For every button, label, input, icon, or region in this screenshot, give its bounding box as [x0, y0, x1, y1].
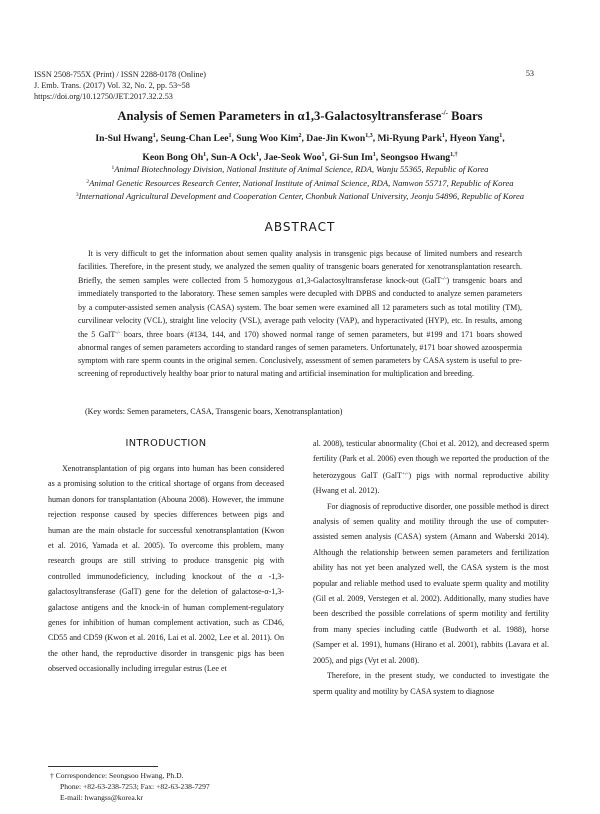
title-main: Analysis of Semen Parameters in α1,3-Galactosyltransferase [117, 109, 442, 123]
intro-paragraph-3: Therefore, in the present study, we conducted to investigate the sperm quality and motility by CASA system to diagnose [313, 671, 549, 696]
author: Mi-Ryung Park$^1$ [377, 133, 445, 144]
title-tail: Boars [447, 109, 483, 123]
affiliations [60, 162, 540, 203]
issn: ISSN 2508-755X (Print) / ISSN 2288-0178 (Online) [34, 70, 206, 79]
affiliation-3: $^3$International Agricultural Development and Cooperation Center, Chonbuk National University, Jeonju 54896, Republic of Korea [75, 191, 525, 201]
author: Seongsoo Hwang$^{1,\dagger}$ [380, 152, 458, 163]
author: In-Sul Hwang$^1$ [95, 133, 156, 144]
author: Seung-Chan Lee$^1$ [160, 133, 232, 144]
author-line-2: Keon Bong Oh$^1$, Sun-A Ock$^1$, Jae-Seok Woo$^1$, Gi-Sun Im$^1$, Seongsoo Hwang$^{1,\dagger}$ [142, 152, 458, 163]
keywords: (Key words: Semen parameters, CASA, Transgenic boars, Xenotransplantation) [85, 407, 343, 416]
title-sup: -/- [441, 109, 448, 117]
intro-paragraph-continued: al. 2008), testicular abnormality (Choi et al. 2012), and decreased sperm fertility (Park et al. 2006) even though we reported the production of the heterozygous GalT (GalT+/-) pigs with normal reproductive ability (Hwang et al. 2012). [313, 439, 549, 496]
journal-meta [34, 69, 206, 102]
journal-citation: J. Emb. Trans. (2017) Vol. 32, No. 2, pp. 53~58 [34, 81, 190, 90]
author: Gi-Sun Im$^1$ [329, 152, 376, 163]
abstract-heading: ABSTRACT [264, 220, 336, 234]
right-column [313, 436, 549, 699]
correspondence: † Correspondence: Seongsoo Hwang, Ph.D. [50, 771, 184, 780]
correspondence-footnote [50, 770, 210, 803]
affiliation-1: $^1$Animal Biotechnology Division, National Institute of Animal Science, RDA, Wanju 55365, Republic of Korea [111, 164, 489, 174]
author: Hyeon Yang$^1$ [449, 133, 503, 144]
intro-paragraph-1: Xenotransplantation of pig organs into human has been considered as a promising solution to the critical shortage of organs from deceased human donors for transplantation (Abouna 2008). However, the immune rejection response caused by species differences between pigs and human are the main obstacle for successful xenotransplantation (Kwon et al. 2016, Yamada et al. 2005). To overcome this problem, many research groups are still striving to produce transgenic pig with controlled immunodeficiency, including knockout of the α -1,3-galactosyltransferase (GalT) gene for the deletion of galactose-α-1,3-galactose antigens and the knock-in of human complement-regulatory genes for inhibition of human complement activation, such as CD46, CD55 and CD59 (Kwon et al. 2016, Lai et al. 2002, Lee et al. 2011). On the other hand, the reproductive disorder in transgenic pigs has been observed occasionally including irregular estrus (Lee et [48, 464, 284, 674]
abstract-body: It is very difficult to get the information about semen quality analysis in transgenic pigs because of limited numbers and research facilities. Therefore, in the present study, we analyzed the semen quality of transgenic boars generated for xenotransplantation research. Briefly, the semen samples were collected from 5 homozygous α1,3-Galactosyltransferase knock-out (GalT-/-) transgenic boars and immediately transported to the laboratory. These semen samples were decupled with DPBS and conducted to analyze semen parameters by a computer-assisted semen analysis (CASA) system. The boar semen were examined all 12 parameters such as total motility (TM), curvilinear velocity (VCL), straight line velocity (VSL), average path velocity (VAP), and hyperactivated (HYP), etc. In results, among the 5 GalT-/- boars, three boars (#134, 144, and 170) showed normal range of semen parameters, but #199 and 171 boars showed abnormal ranges of semen parameters according to standard ranges of semen parameters. Unfortunately, #171 boar showed azoospermia symptom with rare sperm counts in the original semen. Conclusively, assessment of semen parameters by CASA system is useful to pre-screening of reproductively healthy boar prior to natural mating and artificial insemination for multiplication and breeding. [78, 249, 522, 379]
author-line-1: In-Sul Hwang$^1$, Seung-Chan Lee$^1$, Sung Woo Kim$^2$, Dae-Jin Kwon$^{1,3}$, Mi-Ryung Park$^1$, Hyeon Yang$^1$, [95, 133, 505, 144]
author: Sung Woo Kim$^2$ [236, 133, 302, 144]
intro-paragraph-2: For diagnosis of reproductive disorder, one possible method is direct analysis of semen quality and motility through the use of computer-assisted semen analysis (CASA) system (Amann and Waberski 2014). Although the relationship between semen parameters and fertilization ability has not yet been analyzed well, the CASA system is the most popular and reliable method used to evaluate sperm quality and motility (Gil et al. 2009, Verstegen et al. 2002). Additionally, many studies have been described the possible correlations of sperm motility and fertility from many species including cattle (Budworth et al. 1988), horse (Samper et al. 1991), humans (Hirano et al. 2001), rabbits (Lavara et al. 2005), and pigs (Vyt et al. 2008). [313, 501, 549, 665]
affiliation-2: $^2$Animal Genetic Resources Research Center, National Institute of Animal Science, RDA, Namwon 55717, Republic of Korea [86, 177, 514, 188]
author: Keon Bong Oh$^1$ [142, 152, 207, 163]
page-number: 53 [525, 69, 534, 78]
author: Sun-A Ock$^1$ [210, 152, 260, 163]
author-list [60, 128, 540, 166]
author: Dae-Jin Kwon$^{1,3}$ [306, 133, 373, 144]
phone-fax: Phone: +82-63-238-7253; Fax: +82-63-238-7297 [60, 782, 210, 791]
doi-link[interactable]: https://doi.org/10.12750/JET.2017.32.2.53 [34, 92, 173, 101]
footnote-divider [48, 766, 158, 767]
introduction-heading: INTRODUCTION [125, 438, 207, 449]
author: Jae-Seok Woo$^1$ [263, 152, 325, 163]
left-column [48, 461, 284, 677]
paper-title [0, 109, 600, 124]
email-link[interactable]: E-mail: hwangss@korea.kr [60, 793, 143, 802]
